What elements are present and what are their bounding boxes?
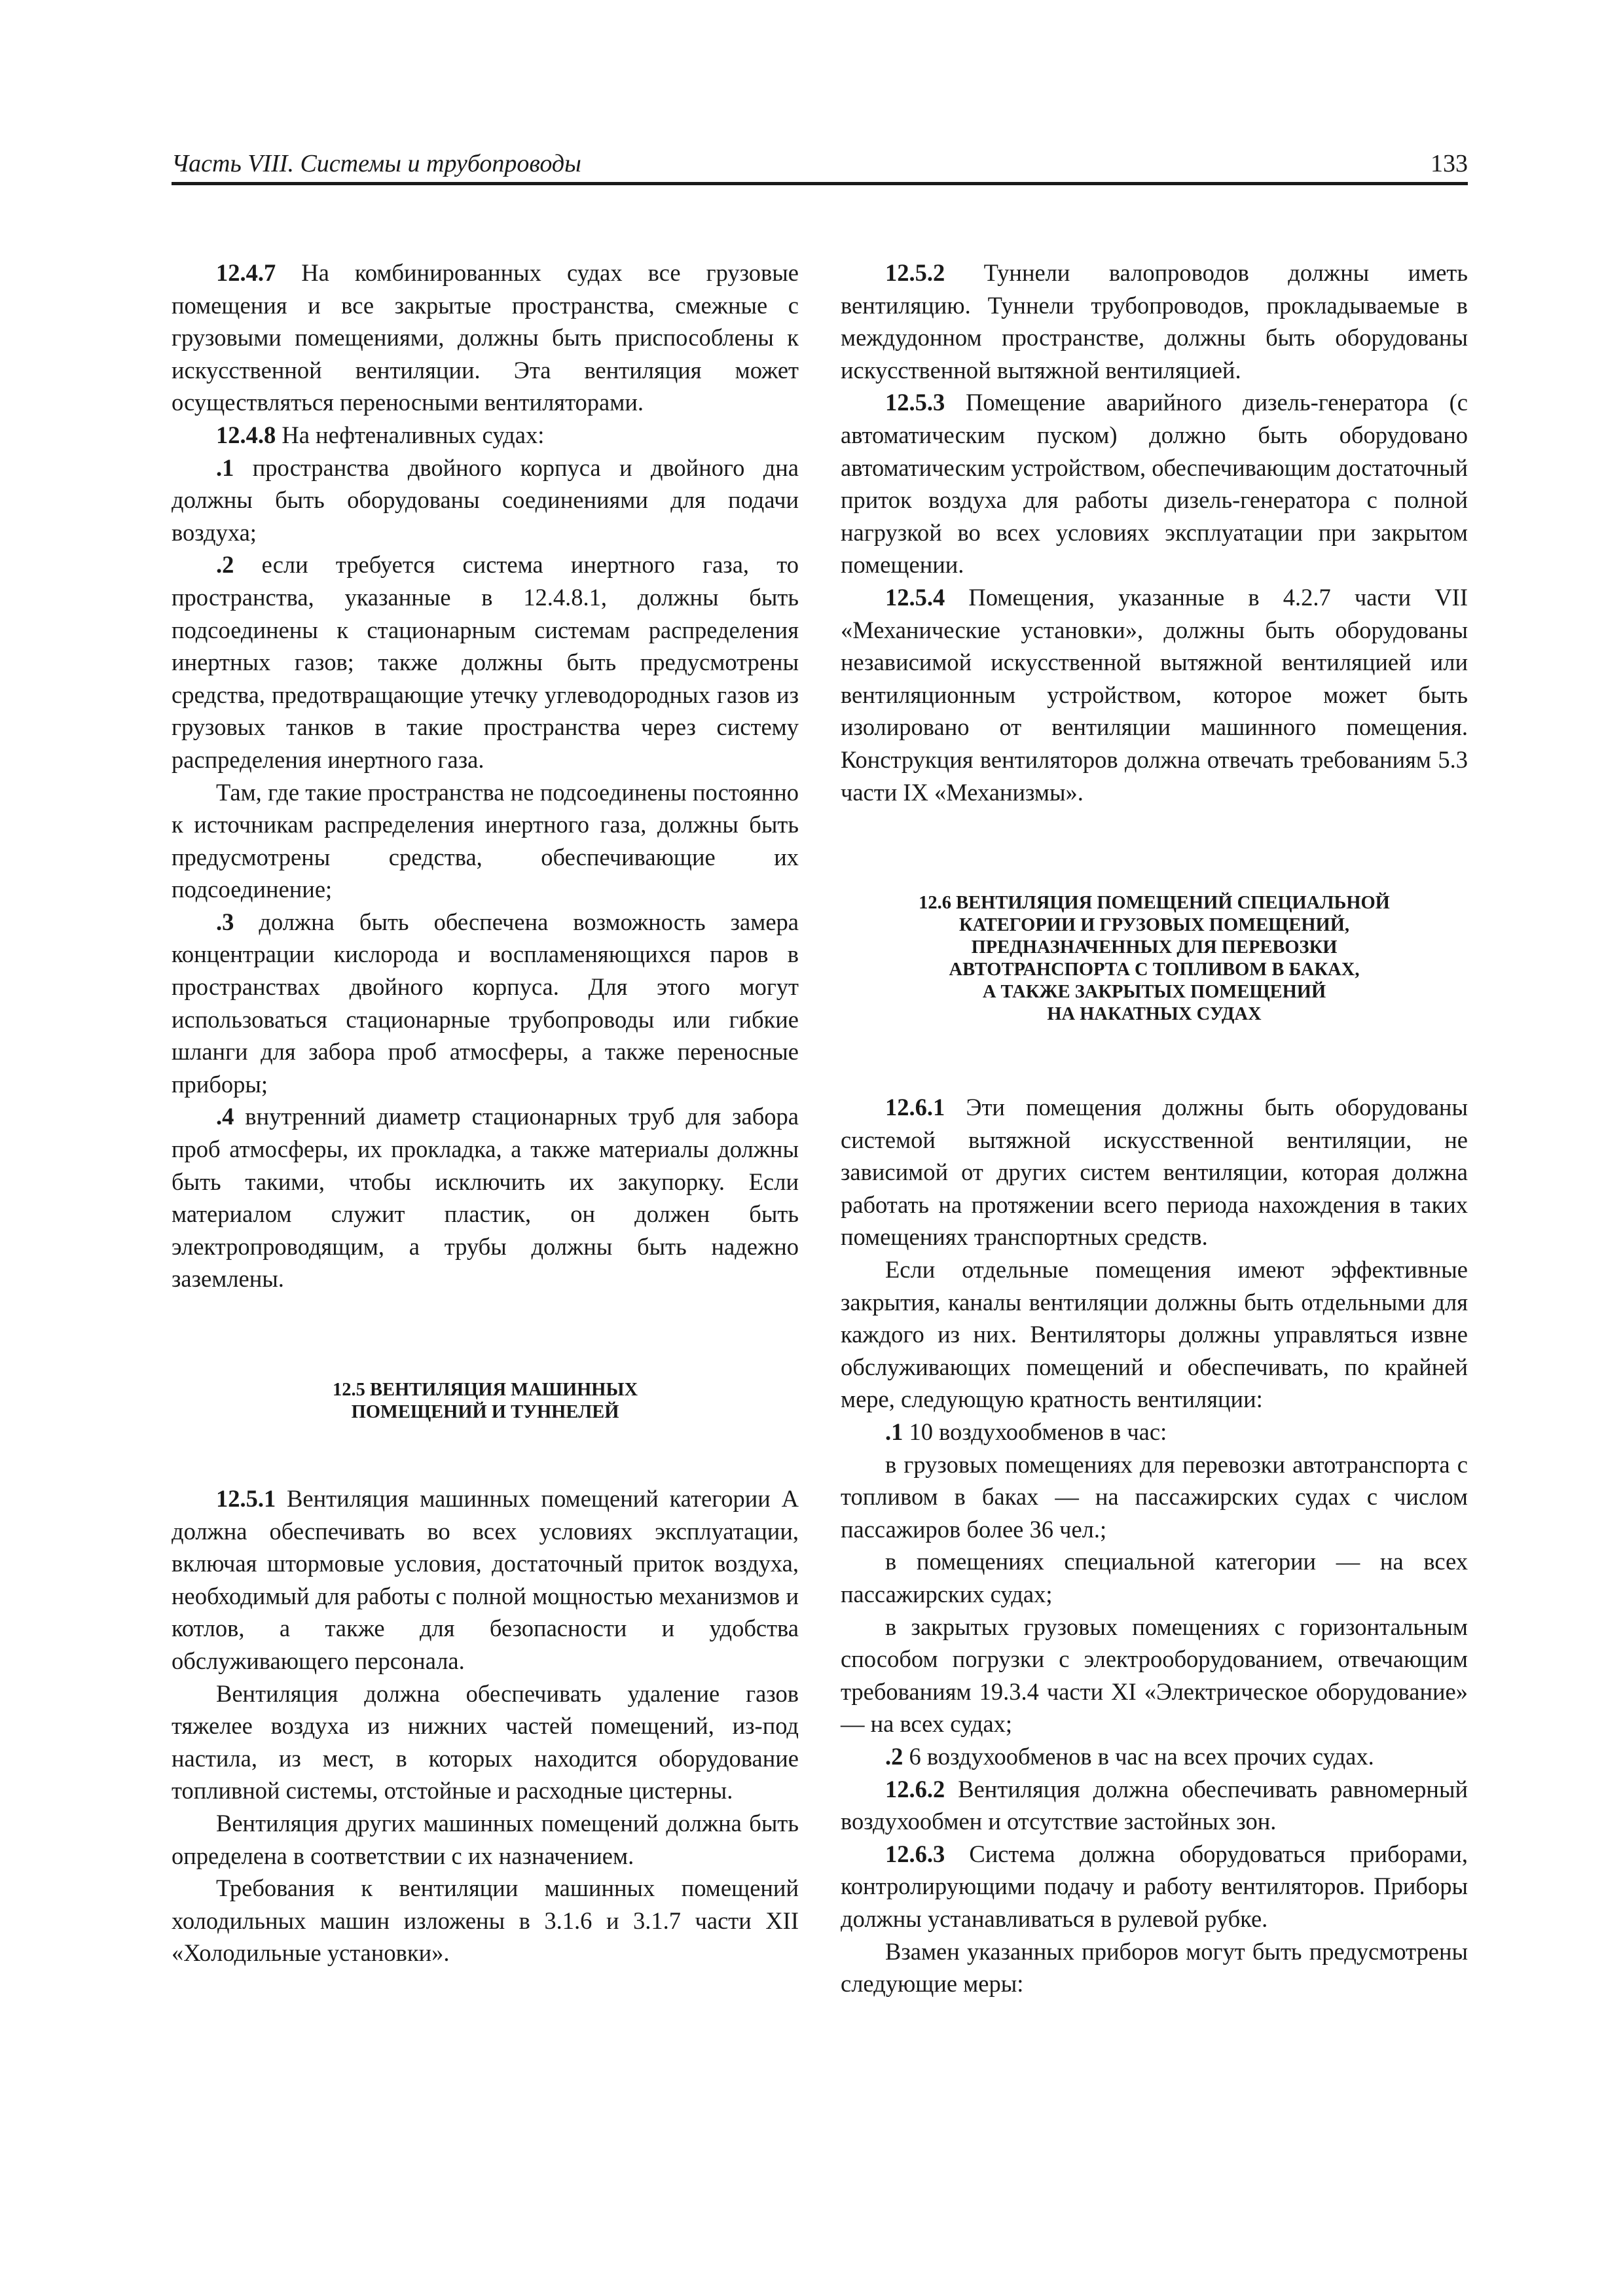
paragraph-refrigeration xyxy=(172,1872,799,1969)
paragraph-12-5-1 xyxy=(172,1482,799,1677)
list-item-4 xyxy=(172,1100,799,1295)
right-column xyxy=(841,257,1468,2000)
paragraph-text: Система должна оборудоваться приборами, контролирующими подачу и работу вентиляторов. Приборы должны устанавливаться в рулевой рубке. xyxy=(841,1840,1468,1932)
paragraph-12-5-2 xyxy=(841,257,1468,386)
paragraph-text: Туннели валопроводов должны иметь вентиляцию. Туннели трубопроводов, прокладываемые в междудонном пространстве, должны быть оборудованы искусственной вытяжной вентиляцией. xyxy=(841,259,1468,384)
paragraph-text: Вентиляция других машинных помещений должна быть определена в соответствии с их назначением. xyxy=(172,1809,799,1869)
paragraph-text: Там, где такие пространства не подсоединены постоянно к источникам распределения инертного газа, должны быть предусмотрены средства, обеспечивающие их подсоединение; xyxy=(172,778,799,903)
paragraph-12-4-7 xyxy=(172,257,799,419)
clause-number: 12.6.3 xyxy=(885,1840,945,1867)
paragraph-text: внутренний диаметр стационарных труб для забора проб атмосферы, их прокладка, а также материалы должны быть такими, чтобы исключить их закупорку. Если материалом служит пластик, он должен быть электропроводящим, а трубы должны быть надежно заземлены. xyxy=(172,1103,799,1293)
clause-number: 12.5.1 xyxy=(216,1485,276,1512)
paragraph-other-spaces xyxy=(172,1807,799,1872)
paragraph-text: 6 воздухообменов в час на всех прочих судах. xyxy=(903,1742,1374,1770)
paragraph-text: Вентиляция машинных помещений категории А должна обеспечивать во всех условиях эксплуатации, включая штормовые условия, достаточный приток воздуха, необходимый для работы с полной мощностью механизмов и котлов, а также для безопасности и удобства обслуживающего персонала. xyxy=(172,1485,799,1674)
running-title: Часть VIII. Системы и трубопроводы xyxy=(172,150,581,177)
heading-line: А ТАКЖЕ ЗАКРЫТЫХ ПОМЕЩЕНИЙ xyxy=(982,982,1326,1003)
heading-line: КАТЕГОРИИ И ГРУЗОВЫХ ПОМЕЩЕНИЙ, xyxy=(959,915,1349,936)
paragraph-text: Требования к вентиляции машинных помещений холодильных машин изложены в 3.1.6 и 3.1.7 части XII «Холодильные установки». xyxy=(172,1874,799,1967)
page-header xyxy=(172,143,1468,185)
clause-number: 12.4.8 xyxy=(216,421,276,448)
heading-line: 12.5 ВЕНТИЛЯЦИЯ МАШИННЫХ xyxy=(332,1380,638,1400)
paragraph-text: Взамен указанных приборов могут быть предусмотрены следующие меры: xyxy=(841,1937,1468,1998)
paragraph-text: Помещения, указанные в 4.2.7 части VII «Механические установки», должны быть оборудованы независимой искусственной вытяжной вентиляцией или вентиляционным устройством, которое может быть изолировано от вентиляции машинного помещения. Конструкция вентиляторов должна отвечать требованиям 5.3 части IX «Механизмы». xyxy=(841,583,1468,806)
clause-number: 12.6.2 xyxy=(885,1775,945,1803)
paragraph-12-5-3 xyxy=(841,386,1468,581)
list-item-1 xyxy=(172,452,799,549)
paragraph-12-6-2 xyxy=(841,1773,1468,1838)
paragraph-12-6-3 xyxy=(841,1838,1468,1935)
item-number: .2 xyxy=(216,551,234,579)
item-number: .3 xyxy=(216,908,234,935)
list-item-2 xyxy=(841,1740,1468,1773)
list-subitem-special xyxy=(841,1545,1468,1610)
paragraph-text: Если отдельные помещения имеют эффективные закрытия, каналы вентиляции должны быть отдельными для каждого из них. Вентиляторы должны управляться извне обслуживающих помещений и обеспечивать, по крайней мере, следующую кратность вентиляции: xyxy=(841,1256,1468,1413)
paragraph-alternative-measures xyxy=(841,1935,1468,2000)
list-item-1 xyxy=(841,1416,1468,1448)
item-number: .1 xyxy=(885,1418,903,1446)
clause-number: 12.5.4 xyxy=(885,583,945,611)
section-heading-12-6 xyxy=(841,892,1468,1026)
paragraph-continuation xyxy=(172,776,799,906)
heading-line: НА НАКАТНЫХ СУДАХ xyxy=(1047,1004,1262,1025)
list-item-2 xyxy=(172,548,799,776)
paragraph-separate-closures xyxy=(841,1253,1468,1416)
clause-number: 12.5.2 xyxy=(885,259,945,286)
paragraph-12-5-4 xyxy=(841,581,1468,808)
paragraph-12-6-1 xyxy=(841,1091,1468,1253)
item-number: .1 xyxy=(216,454,234,481)
heading-line: ПРЕДНАЗНАЧЕННЫХ ДЛЯ ПЕРЕВОЗКИ xyxy=(971,937,1338,958)
paragraph-12-4-8 xyxy=(172,419,799,452)
item-number: .4 xyxy=(216,1103,234,1130)
item-number: .2 xyxy=(885,1742,903,1770)
heading-line: ПОМЕЩЕНИЙ И ТУННЕЛЕЙ xyxy=(351,1402,619,1422)
paragraph-text: Эти помещения должны быть оборудованы системой вытяжной искусственной вентиляции, не зависимой от других систем вентиляции, которая должна работать на протяжении всего периода нахождения в таких помещениях транспортных средств. xyxy=(841,1094,1468,1251)
paragraph-text: если требуется система инертного газа, то пространства, указанные в 12.4.8.1, должны быть подсоединены к стационарным системам распределения инертных газов; также должны быть предусмотрены средства, предотвращающие утечку углеводородных газов из грузовых танков в такие пространства через систему распределения инертного газа. xyxy=(172,551,799,773)
paragraph-text: На комбинированных судах все грузовые помещения и все закрытые пространства, смежные с грузовыми помещениями, должны быть приспособлены к искусственной вентиляции. Эта вентиляция может осуществляться переносными вентиляторами. xyxy=(172,259,799,416)
paragraph-text: Вентиляция должна обеспечивать удаление газов тяжелее воздуха из нижних частей помещений, из-под настила, из мест, в которых находится оборудование топливной системы, отстойные и расходные цистерны. xyxy=(172,1679,799,1804)
left-column xyxy=(172,257,799,1969)
paragraph-gas-removal xyxy=(172,1677,799,1807)
section-heading-12-5 xyxy=(172,1379,799,1424)
clause-number: 12.5.3 xyxy=(885,389,945,416)
page-number: 133 xyxy=(1431,150,1468,177)
paragraph-text: должна быть обеспечена возможность замера концентрации кислорода и воспламеняющихся паров в пространствах двойного корпуса. Для этого могут использоваться стационарные трубопроводы или гибкие шланги для забора проб атмосферы, а также переносные приборы; xyxy=(172,908,799,1098)
clause-number: 12.6.1 xyxy=(885,1094,945,1121)
paragraph-text: в грузовых помещениях для перевозки автотранспорта с топливом в баках — на пассажирских судах с числом пассажиров более 36 чел.; xyxy=(841,1450,1468,1543)
list-subitem-closed-roro xyxy=(841,1611,1468,1740)
clause-number: 12.4.7 xyxy=(216,259,276,286)
paragraph-text: пространства двойного корпуса и двойного дна должны быть оборудованы соединениями для подачи воздуха; xyxy=(172,454,799,546)
paragraph-text: 10 воздухообменов в час: xyxy=(903,1418,1167,1446)
heading-line: 12.6 ВЕНТИЛЯЦИЯ ПОМЕЩЕНИЙ СПЕЦИАЛЬНОЙ xyxy=(919,893,1390,914)
list-item-3 xyxy=(172,906,799,1101)
paragraph-text: Помещение аварийного дизель-генератора (с автоматическим пуском) должно быть оборудовано автоматическим устройством, обеспечивающим достаточный приток воздуха для работы дизель-генератора с полной нагрузкой во всех условиях эксплуатации при закрытом помещении. xyxy=(841,389,1468,579)
paragraph-text: Вентиляция должна обеспечивать равномерный воздухообмен и отсутствие застойных зон. xyxy=(841,1775,1468,1835)
paragraph-text: в помещениях специальной категории — на всех пассажирских судах; xyxy=(841,1548,1468,1607)
paragraph-text: в закрытых грузовых помещениях с горизонтальным способом погрузки с электрооборудованием, отвечающим требованиям 19.3.4 части XI «Электрическое оборудование» — на всех судах; xyxy=(841,1613,1468,1738)
list-subitem-cargo xyxy=(841,1448,1468,1546)
paragraph-text: На нефтеналивных судах: xyxy=(276,421,545,448)
heading-line: АВТОТРАНСПОРТА С ТОПЛИВОМ В БАКАХ, xyxy=(949,960,1360,980)
